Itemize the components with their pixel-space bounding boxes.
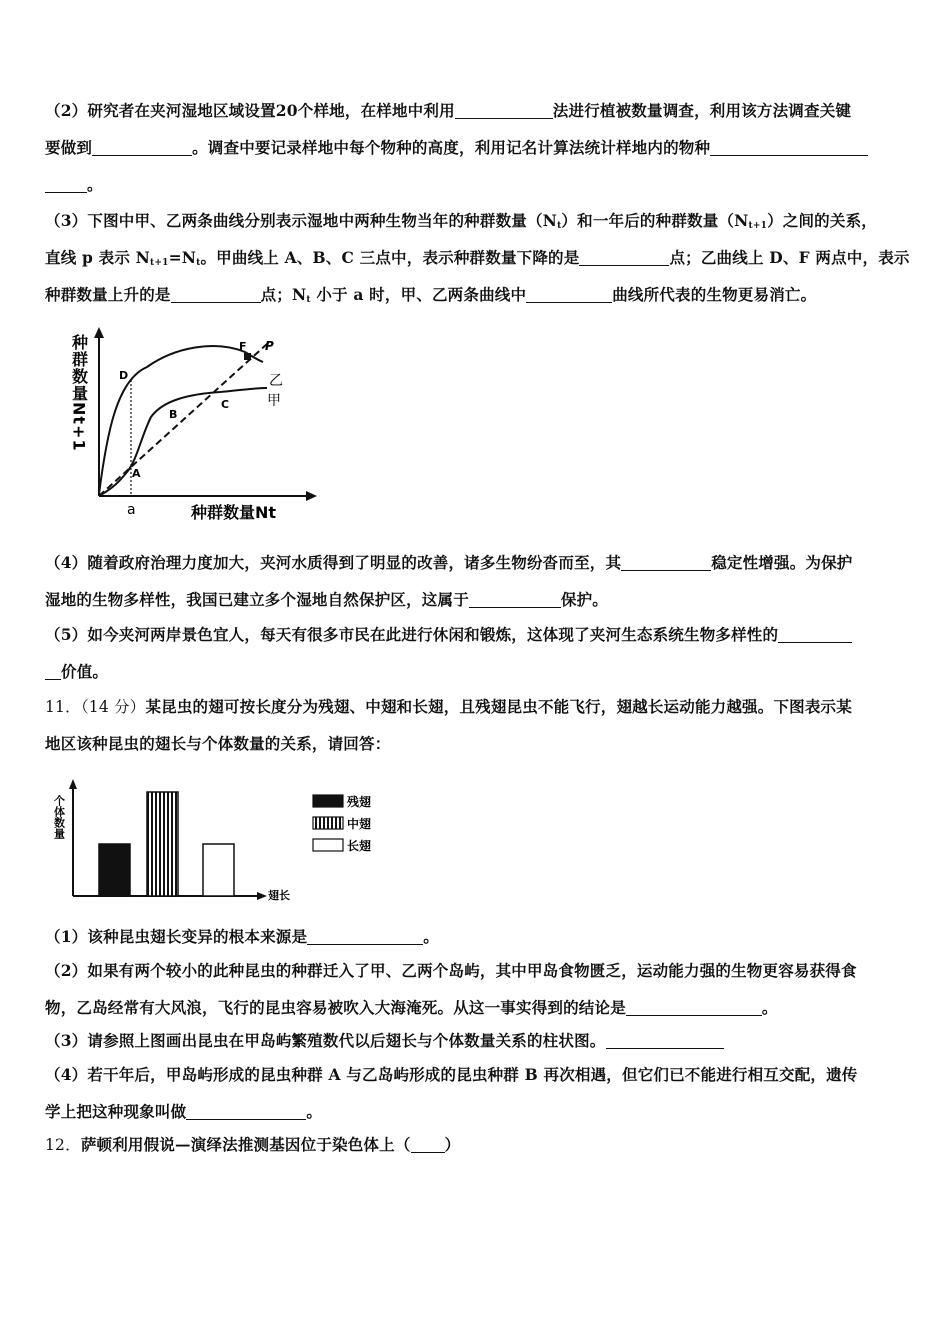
answer-blank[interactable]: [626, 997, 762, 1016]
point-c-label: C: [221, 398, 230, 411]
q11-intro: [45, 688, 907, 762]
bar-x-label: 翅长: [268, 889, 290, 902]
q10-2-line3: 。: [45, 166, 907, 203]
answer-blank[interactable]: [469, 589, 561, 608]
q11-part2: [45, 952, 907, 1026]
answer-blank[interactable]: [45, 661, 61, 680]
x-axis-label: 种群数量Nt: [191, 503, 277, 522]
answer-blank[interactable]: [92, 137, 192, 156]
q12: [45, 1126, 907, 1163]
answer-blank[interactable]: [778, 624, 852, 643]
bar-long-wing: [203, 844, 234, 896]
q11-2-line2: 物，乙岛经常有大风浪，飞行的昆虫容易被吹入大海淹死。从这一事实得到的结论是 。: [45, 998, 778, 1017]
point-b-label: B: [169, 408, 178, 421]
bar-x-axis-arrow: [257, 892, 267, 900]
legend-long-wing-label: 长翅: [347, 839, 372, 853]
answer-blank[interactable]: [526, 284, 612, 303]
legend-medium-wing-swatch: [313, 817, 343, 829]
q11-part4: [45, 1056, 907, 1130]
legend-vestigial-wing-label: 残翅: [347, 795, 372, 809]
q11-3-line1: （3）请参照上图画出昆虫在甲岛屿繁殖数代以后翅长与个体数量关系的柱状图。: [45, 1022, 907, 1059]
q11-line1: 11．（14 分）某昆虫的翅可按长度分为残翅、中翅和长翅，且残翅昆虫不能飞行，翅越长运动能力越强。下图表示某: [45, 697, 852, 716]
curve-jia-label: 甲: [267, 393, 281, 409]
bar-vestigial-wing: [99, 844, 130, 896]
bar-y-axis-arrow: [69, 779, 77, 789]
answer-blank[interactable]: [186, 1101, 306, 1120]
q11-line2: 地区该种昆虫的翅长与个体数量的关系，请回答：: [45, 734, 391, 753]
point-d-label: D: [119, 369, 129, 382]
answer-blank[interactable]: [171, 284, 261, 303]
point-a-label: A: [132, 467, 141, 480]
q11-part1: [45, 918, 907, 955]
q11-2-line1: （2）如果有两个较小的此种昆虫的种群迁入了甲、乙两个岛屿，其中甲岛食物匮乏，运动能力强的生物更容易获得食: [45, 961, 857, 980]
bar-y-label: 个体数量: [52, 795, 66, 839]
q11-4-line2: 学上把这种现象叫做 。: [45, 1102, 323, 1121]
tick-a: a: [127, 502, 136, 518]
bars-group: [99, 792, 234, 896]
bar-medium-wing: [147, 792, 178, 896]
q11-part3: [45, 1022, 907, 1059]
q10-part5: [45, 616, 907, 690]
legend-medium-wing-label: 中翅: [347, 817, 372, 831]
wing-length-bar-chart: [52, 775, 395, 905]
answer-blank[interactable]: [455, 100, 553, 119]
answer-blank[interactable]: [307, 926, 423, 945]
legend-group: [313, 794, 371, 853]
answer-blank[interactable]: [710, 137, 868, 156]
q10-5-line1: （5）如今夹河两岸景色宜人，每天有很多市民在此进行休闲和锻炼，这体现了夹河生态系统生物多样性的: [45, 616, 907, 653]
q11-1-line1: （1）该种昆虫翅长变异的根本来源是 。: [45, 927, 439, 946]
line-p: [99, 344, 267, 496]
point-f-label: F: [239, 340, 247, 353]
answer-blank[interactable]: [411, 1134, 445, 1153]
q10-part2: [45, 92, 907, 203]
q10-3-line1: （3）下图中甲、乙两条曲线分别表示湿地中两种生物当年的种群数量$(N_t)$和一年后的种群数量$(N_{t+1})$之间的关系，: [45, 211, 877, 231]
legend-vestigial-wing-swatch: [313, 795, 343, 807]
q11-4-line1: （4）若干年后，甲岛屿形成的昆虫种群 A 与乙岛屿形成的昆虫种群 B 再次相遇，但它们已不能进行相互交配，遗传: [45, 1065, 858, 1084]
legend-long-wing-swatch: [313, 839, 343, 851]
answer-blank[interactable]: [579, 247, 669, 266]
q10-4-line1: （4）随着政府治理力度加大，夹河水质得到了明显的改善，诸多生物纷沓而至，其 稳定性增强。为保护: [45, 553, 853, 572]
q10-4-line2: 湿地的生物多样性，我国已建立多个湿地自然保护区，这属于 保护。: [45, 590, 609, 609]
line-p-label: P: [265, 339, 274, 353]
curve-yi-label: 乙: [269, 373, 283, 389]
curve-jia: [99, 388, 267, 496]
q10-5-line2: 价值。: [45, 653, 907, 690]
answer-blank[interactable]: [606, 1030, 724, 1049]
wing-length-bar-svg: [52, 775, 395, 905]
q10-2-line2: 要做到 。调查中要记录样地中每个物种的高度，利用记名计算法统计样地内的物种: [45, 129, 907, 166]
point-f-marker: [244, 353, 251, 360]
q12-line1: 12．萨顿利用假说—演绎法推测基因位于染色体上（ ）: [45, 1135, 461, 1154]
q10-3-line2: 直线 p 表示 $N_{t+1}=N_t$。甲曲线上 A、B、C 三点中，表示种群数量下降的是 点；乙曲线上 D、F 两点中，表示: [45, 248, 910, 268]
population-curve-figure: [55, 322, 335, 527]
population-curve-svg: [55, 322, 335, 527]
q10-2-line1: （2）研究者在夹河湿地区域设置20个样地，在样地中利用 法进行植被数量调查，利用该方法调查关键: [45, 101, 852, 120]
y-axis-label: 种群数量Nt+1: [69, 334, 89, 452]
q10-part4: [45, 544, 907, 618]
answer-blank[interactable]: [621, 552, 711, 571]
q10-3-line3: 种群数量上升的是 点；$N_t$ 小于 a 时，甲、乙两条曲线中 曲线所代表的生物更易消亡。: [45, 285, 817, 305]
q10-part3: [45, 202, 910, 313]
y-axis-arrow: [94, 327, 104, 338]
x-axis-arrow: [306, 491, 317, 501]
answer-blank[interactable]: [45, 174, 87, 193]
